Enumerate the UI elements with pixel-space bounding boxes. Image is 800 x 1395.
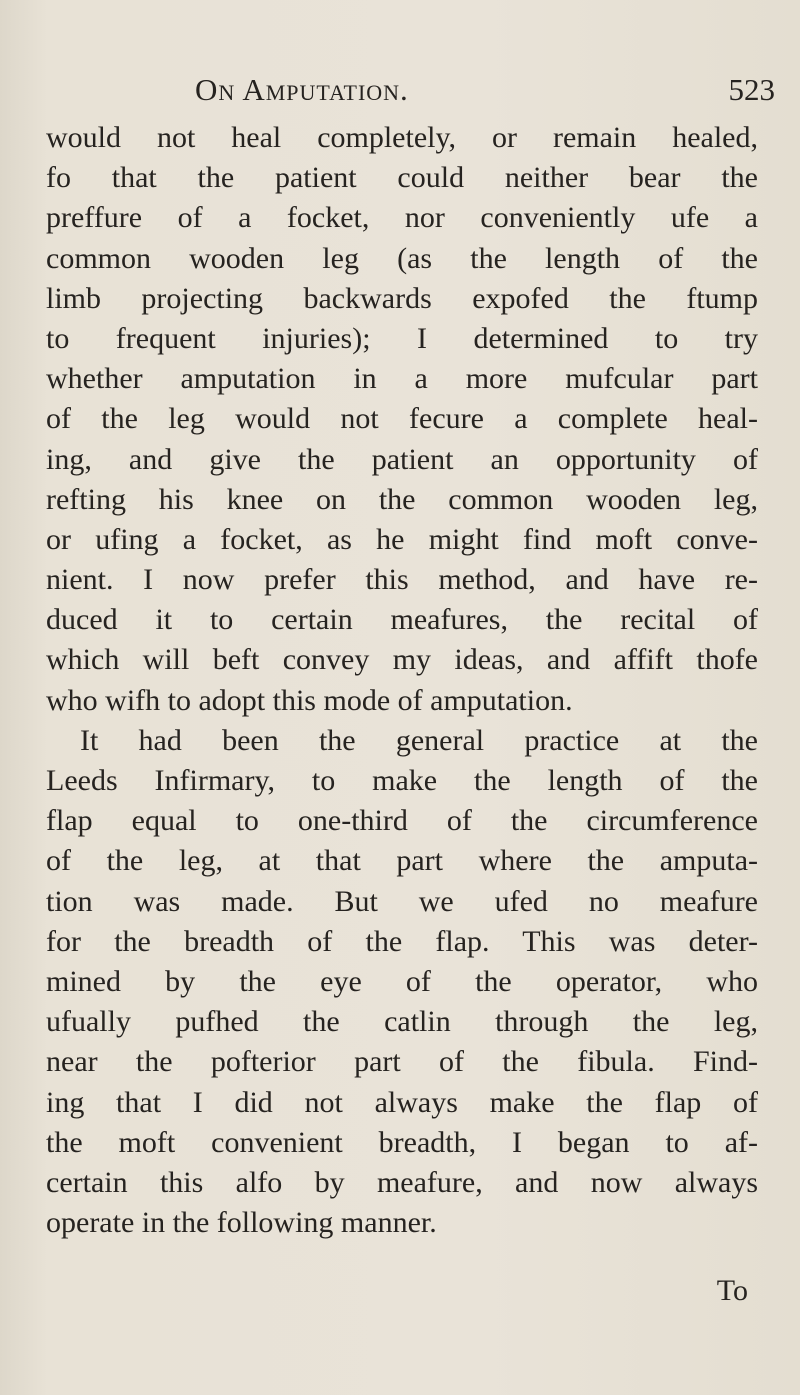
text-line: limb projecting backwards expofed the ftump (46, 281, 758, 315)
catchword: To (716, 1274, 748, 1307)
paragraph-start-line: It had been the general practice at the (80, 723, 758, 757)
text-line: tion was made. But we ufed no meafure (46, 884, 758, 918)
text-line: ing that I did not always make the flap of (46, 1085, 758, 1119)
text-line: which will beft convey my ideas, and affift thofe (46, 643, 758, 677)
page-number: 523 (728, 72, 775, 107)
page-header (195, 72, 775, 116)
text-line: near the pofterior part of the fibula. Find- (46, 1045, 758, 1079)
text-line: operate in the following manner. (46, 1206, 437, 1240)
text-line: fo that the patient could neither bear the (46, 161, 758, 195)
text-line: or ufing a focket, as he might find moft conve- (46, 522, 758, 556)
running-title: On Amputation. (195, 72, 409, 107)
text-line: refting his knee on the common wooden leg, (46, 482, 758, 516)
text-line: duced it to certain meafures, the recital of (46, 603, 758, 637)
text-line: of the leg, at that part where the amputa- (46, 844, 758, 878)
text-line: certain this alfo by meafure, and now always (46, 1165, 758, 1199)
text-line: who wifh to adopt this mode of amputation. (46, 683, 573, 717)
text-line: would not heal completely, or remain healed, (46, 121, 758, 154)
text-line: mined by the eye of the operator, who (46, 964, 758, 998)
text-line: preffure of a focket, nor conveniently ufe a (46, 201, 758, 235)
body-text (46, 118, 758, 1243)
text-line: ufually pufhed the catlin through the leg, (46, 1005, 758, 1039)
text-line: Leeds Infirmary, to make the length of the (46, 764, 758, 797)
text-line: of the leg would not fecure a complete heal- (46, 402, 758, 436)
text-line: to frequent injuries); I determined to try (46, 321, 758, 355)
text-line: for the breadth of the flap. This was deter- (46, 924, 758, 958)
text-line: ing, and give the patient an opportunity of (46, 442, 758, 476)
text-line: flap equal to one-third of the circumference (46, 804, 758, 838)
text-line: the moft convenient breadth, I began to af- (46, 1125, 758, 1159)
text-line: common wooden leg (as the length of the (46, 241, 758, 275)
text-line: whether amputation in a more mufcular part (46, 362, 758, 396)
text-line: nient. I now prefer this method, and have re- (46, 563, 758, 597)
